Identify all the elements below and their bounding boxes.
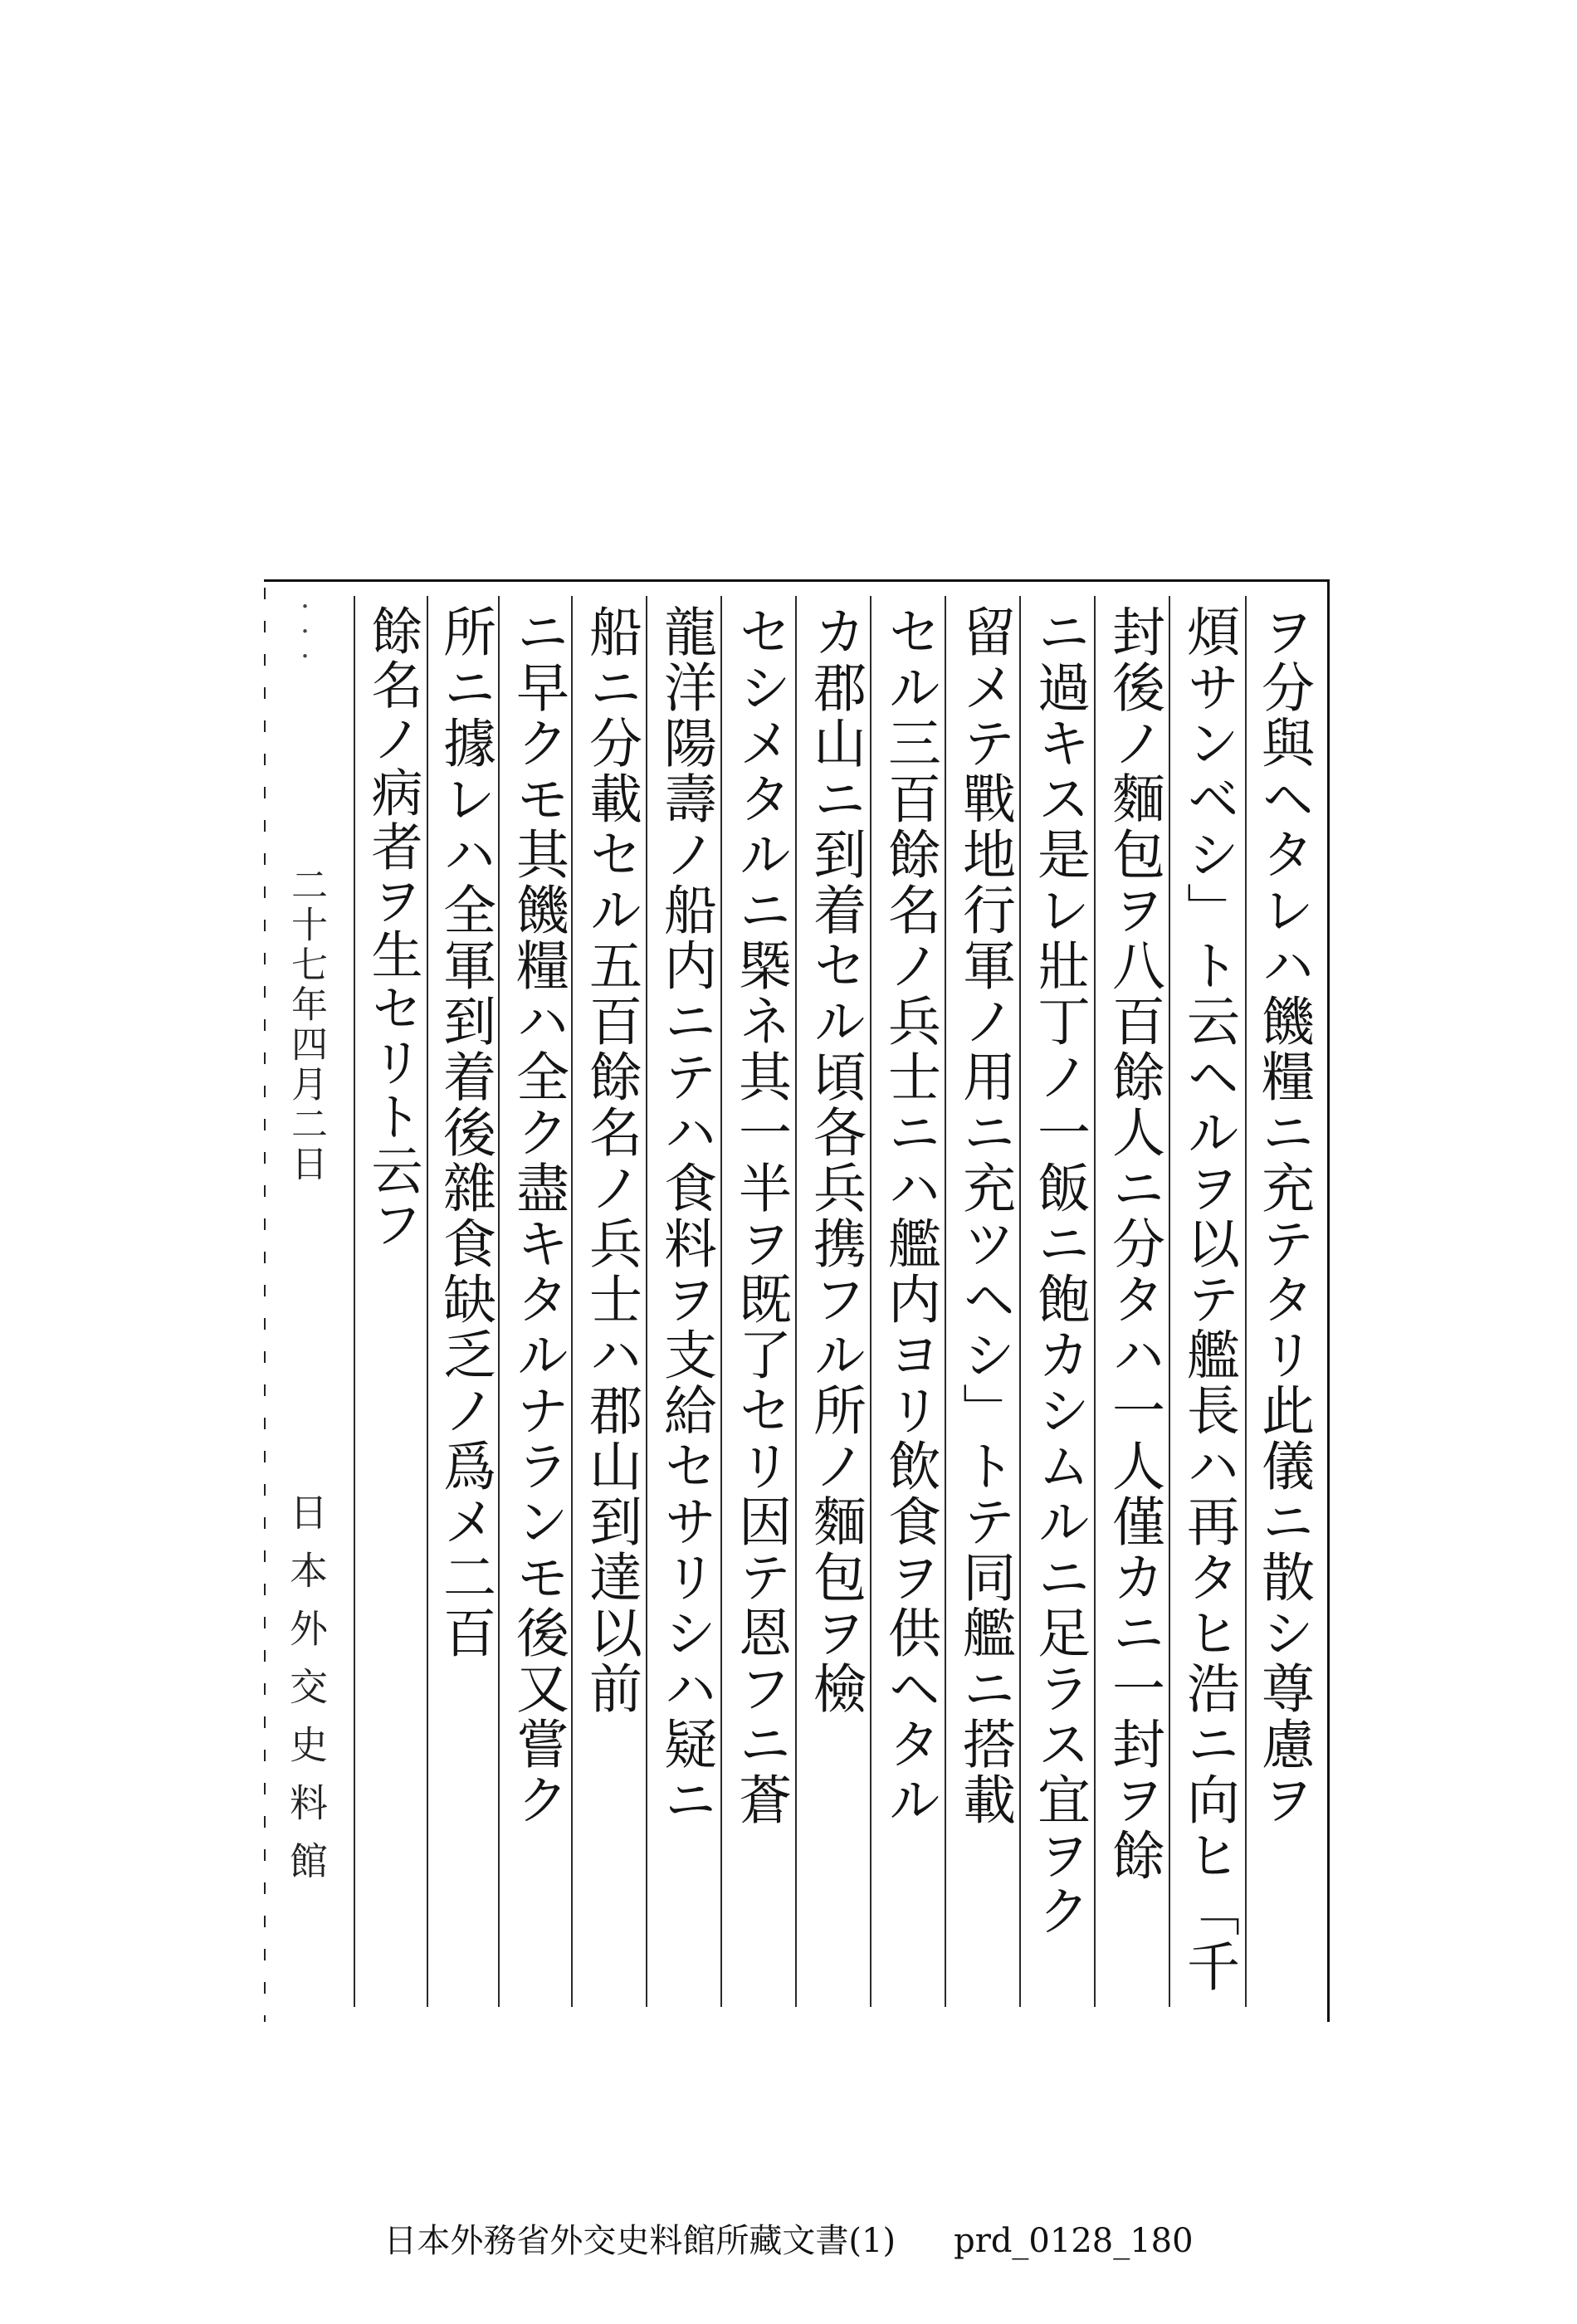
text-column-13: 餘名ノ病者ヲ生セリト云フ <box>363 604 423 1252</box>
column-rule <box>427 596 428 2007</box>
text-column-12: 所ニ據レハ全軍到着後雜食缺乏ノ爲メ二百 <box>434 604 496 1661</box>
sheet-right-border <box>1327 579 1330 2022</box>
text-column-1: ヲ分與ヘタレハ饑糧ニ充テタリ此儀ニ散シ尊慮ヲ <box>1252 604 1314 1828</box>
text-column-6: セル三百餘名ノ兵士ニハ艦内ヨリ飲食ヲ供ヘタル <box>879 604 940 1828</box>
footer-page-id: prd_0128_180 <box>954 2222 1194 2260</box>
column-rule <box>945 596 946 2007</box>
margin-date-note: 二十七年四月二日 <box>285 866 327 1184</box>
column-rule <box>646 596 647 2007</box>
column-rule <box>1169 596 1170 2007</box>
column-rule <box>498 596 500 2007</box>
sheet-left-border <box>264 588 266 2022</box>
text-column-7: カ郡山ニ到着セル頃各兵携フル所ノ麵包ヲ檢 <box>804 604 866 1716</box>
column-rule <box>870 596 872 2007</box>
text-column-10: 船ニ分載セル五百餘名ノ兵士ハ郡山到達以前 <box>580 604 642 1716</box>
manuscript-sheet <box>264 579 1330 2022</box>
text-column-5: 留メテ戰地行軍ノ用ニ充ツヘシ」トテ同艦ニ搭載 <box>954 604 1015 1828</box>
footer-source: 日本外務省外交史料館所藏文書(1) <box>383 2222 896 2260</box>
column-rule <box>1094 596 1096 2007</box>
column-rule <box>1019 596 1021 2007</box>
text-column-2: 煩サンベシ」ト云ヘルヲ以テ艦長ハ再タヒ浩ニ向ヒ「千 <box>1178 604 1239 1994</box>
column-rule <box>795 596 797 2007</box>
text-column-8: セシメタルニ槩ネ其一半ヲ既了セリ因テ恩フニ蒼 <box>730 604 791 1828</box>
text-column-3: 封後ノ麵包ヲ八百餘人ニ分タハ一人僅カニ一封ヲ餘 <box>1103 604 1164 1883</box>
page-footer <box>0 2214 1577 2262</box>
column-rule <box>1245 596 1247 2007</box>
margin-marks: ・・・ <box>291 596 315 671</box>
margin-archive-stamp: 日本外交史料館 <box>284 1492 329 1899</box>
sheet-top-border <box>264 579 1330 582</box>
column-rule <box>354 596 355 2007</box>
text-column-4: ニ過キス是レ壯丁ノ一飯ニ飽カシムルニ足ラス宜ヲク <box>1028 604 1090 1939</box>
text-column-9: 龍洋陽壽ノ船内ニテハ食料ヲ支給セサリシハ疑ニ <box>655 604 716 1828</box>
column-rule <box>720 596 722 2007</box>
text-column-11: ニ早クモ其饑糧ハ全ク盡キタルナランモ後又嘗ク <box>507 604 569 1828</box>
column-rule <box>571 596 573 2007</box>
